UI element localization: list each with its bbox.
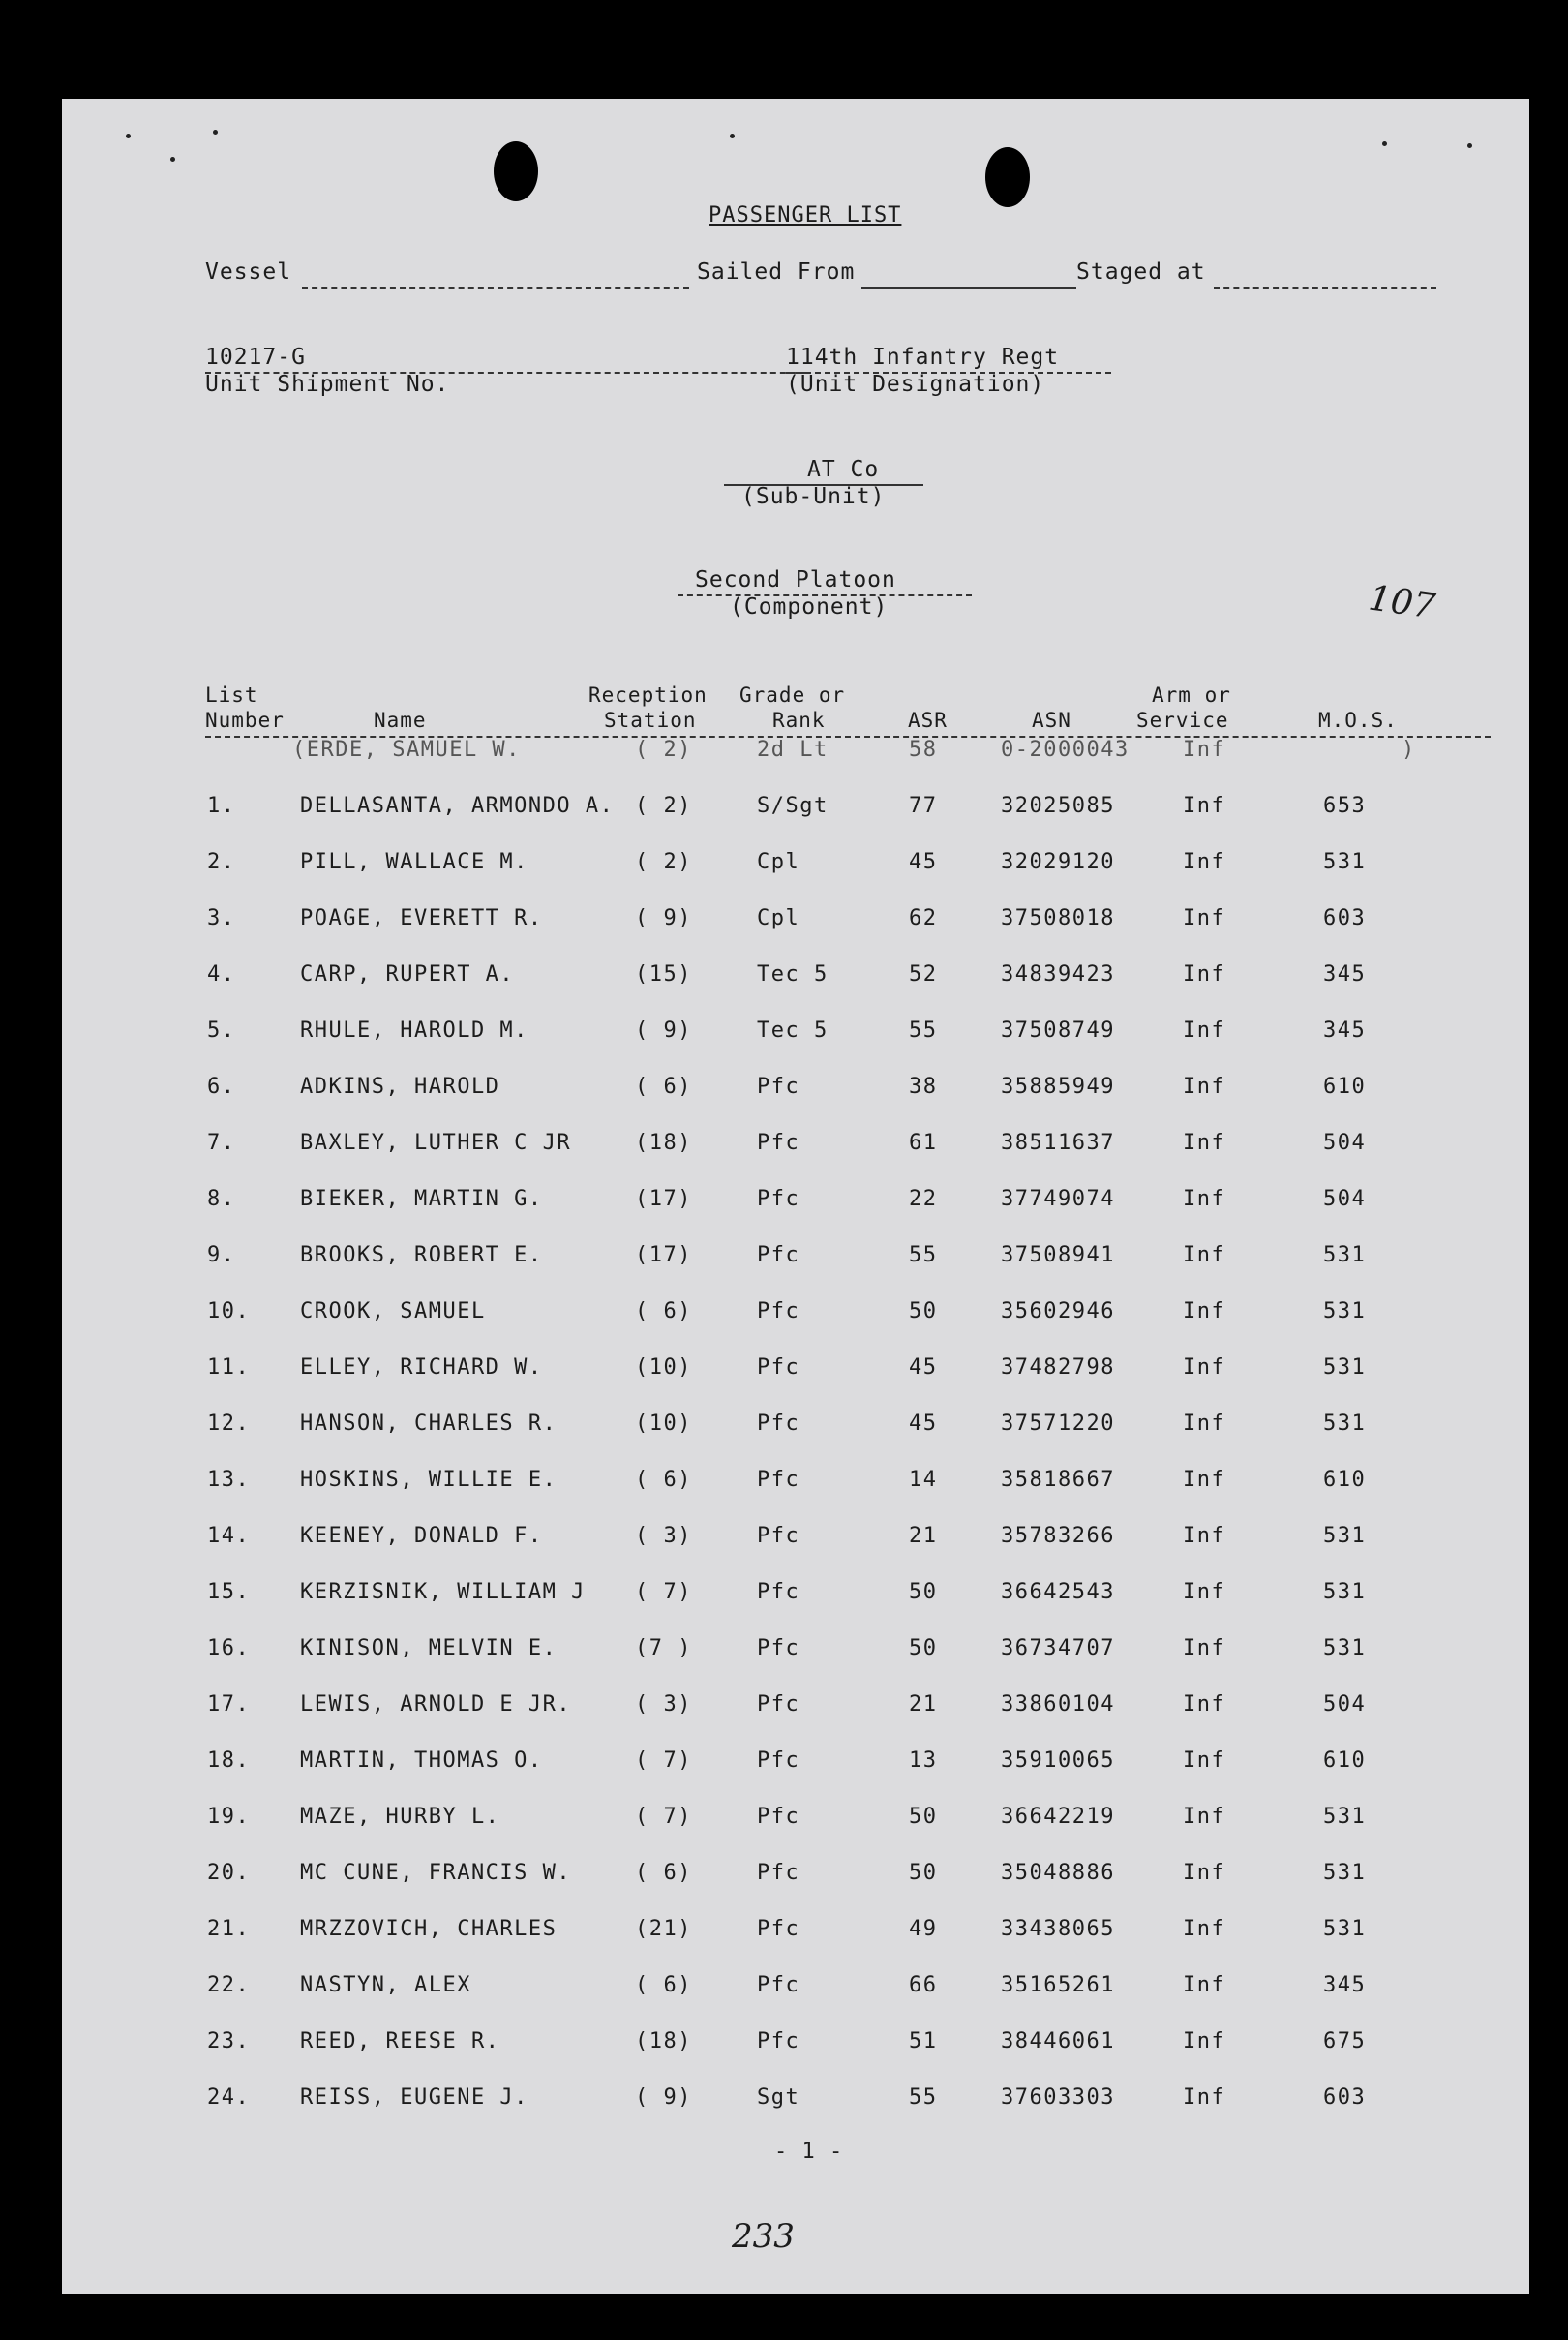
asr-score: 22: [909, 1187, 938, 1211]
unit-shipment-label: Unit Shipment No.: [205, 372, 450, 397]
arm-service: Inf: [1183, 1187, 1226, 1211]
table-row: [62, 2085, 1529, 2114]
table-row: [62, 1355, 1529, 1384]
reception-station: (17): [635, 1187, 692, 1211]
list-number: 9.: [207, 1243, 236, 1267]
list-number: 8.: [207, 1187, 236, 1211]
grade-rank: Tec 5: [757, 1018, 829, 1043]
table-row: [62, 794, 1529, 823]
reception-station: (18): [635, 1131, 692, 1155]
asr-score: 45: [909, 1412, 938, 1436]
asn-number: 37508941: [1001, 1243, 1115, 1267]
passenger-name: NASTYN, ALEX: [300, 1973, 471, 1997]
grade-rank: Cpl: [757, 906, 800, 930]
sub-unit-label: (Sub-Unit): [741, 484, 886, 509]
mos-code: 531: [1323, 1805, 1367, 1829]
arm-service: Inf: [1183, 1580, 1226, 1604]
speck: [213, 130, 218, 135]
grade-rank: Tec 5: [757, 962, 829, 987]
grade-rank: Pfc: [757, 1299, 800, 1323]
list-number: 5.: [207, 1018, 236, 1043]
header-list: List: [205, 684, 258, 707]
asn-number: 35818667: [1001, 1468, 1115, 1492]
asr-score: 21: [909, 1524, 938, 1548]
passenger-name: LEWIS, ARNOLD E JR.: [300, 1692, 572, 1717]
struck-mos: ): [1402, 738, 1416, 762]
speck: [730, 134, 735, 138]
asn-number: 38446061: [1001, 2029, 1115, 2053]
asn-number: 36734707: [1001, 1636, 1115, 1660]
grade-rank: Pfc: [757, 1692, 800, 1717]
asn-number: 32029120: [1001, 850, 1115, 874]
arm-service: Inf: [1183, 1243, 1226, 1267]
mos-code: 531: [1323, 1355, 1367, 1380]
staged-at-label: Staged at: [1076, 259, 1206, 285]
asn-number: 35602946: [1001, 1299, 1115, 1323]
document-page: [62, 99, 1529, 2294]
arm-service: Inf: [1183, 2029, 1226, 2053]
asn-number: 35885949: [1001, 1075, 1115, 1099]
asr-score: 50: [909, 1580, 938, 1604]
list-number: 3.: [207, 906, 236, 930]
list-number: 12.: [207, 1412, 251, 1436]
table-row: [62, 1748, 1529, 1778]
table-row: [62, 1243, 1529, 1272]
mos-code: 531: [1323, 1412, 1367, 1436]
speck: [1382, 141, 1387, 146]
passenger-name: HANSON, CHARLES R.: [300, 1412, 558, 1436]
mos-code: 603: [1323, 2085, 1367, 2110]
table-row: [62, 1805, 1529, 1834]
reception-station: ( 9): [635, 906, 692, 930]
punch-hole-left: [494, 141, 538, 201]
reception-station: ( 2): [635, 850, 692, 874]
passenger-name: MARTIN, THOMAS O.: [300, 1748, 543, 1773]
passenger-name: BROOKS, ROBERT E.: [300, 1243, 543, 1267]
grade-rank: Pfc: [757, 1243, 800, 1267]
table-row: [62, 1075, 1529, 1104]
reception-station: ( 3): [635, 1692, 692, 1717]
asr-score: 45: [909, 850, 938, 874]
reception-station: (18): [635, 2029, 692, 2053]
list-number: 4.: [207, 962, 236, 987]
struck-grade: 2d Lt: [757, 738, 829, 762]
mos-code: 504: [1323, 1692, 1367, 1717]
arm-service: Inf: [1183, 1692, 1226, 1717]
list-number: 18.: [207, 1748, 251, 1773]
asr-score: 55: [909, 2085, 938, 2110]
header-station: Station: [604, 709, 697, 732]
reception-station: ( 3): [635, 1524, 692, 1548]
handwritten-corner-number: 107: [1366, 578, 1438, 627]
arm-service: Inf: [1183, 1468, 1226, 1492]
asn-number: 37749074: [1001, 1187, 1115, 1211]
header-mos: M.O.S.: [1318, 709, 1398, 732]
list-number: 14.: [207, 1524, 251, 1548]
grade-rank: Pfc: [757, 1412, 800, 1436]
reception-station: ( 2): [635, 794, 692, 818]
arm-service: Inf: [1183, 1131, 1226, 1155]
reception-station: (7 ): [635, 1636, 692, 1660]
list-number: 23.: [207, 2029, 251, 2053]
asr-score: 38: [909, 1075, 938, 1099]
arm-service: Inf: [1183, 1973, 1226, 1997]
asr-score: 55: [909, 1018, 938, 1043]
grade-rank: Pfc: [757, 1355, 800, 1380]
arm-service: Inf: [1183, 962, 1226, 987]
grade-rank: Pfc: [757, 1748, 800, 1773]
struck-arm: Inf: [1183, 738, 1226, 762]
unit-designation-label: (Unit Designation): [786, 372, 1045, 397]
mos-code: 675: [1323, 2029, 1367, 2053]
handwritten-bottom-number: 233: [732, 2217, 795, 2256]
list-number: 24.: [207, 2085, 251, 2110]
grade-rank: Pfc: [757, 1524, 800, 1548]
mos-code: 603: [1323, 906, 1367, 930]
staged-at-line: [1214, 287, 1436, 289]
passenger-name: ELLEY, RICHARD W.: [300, 1355, 543, 1380]
table-row: [62, 1973, 1529, 2002]
grade-rank: Pfc: [757, 1861, 800, 1885]
table-row: [62, 2029, 1529, 2058]
asr-score: 49: [909, 1917, 938, 1941]
table-row: [62, 1917, 1529, 1946]
reception-station: ( 7): [635, 1580, 692, 1604]
grade-rank: Pfc: [757, 1917, 800, 1941]
struck-reception: ( 2): [635, 738, 692, 762]
header-service: Service: [1136, 709, 1229, 732]
struck-asr: 58: [909, 738, 938, 762]
sub-unit: AT Co: [807, 457, 880, 482]
passenger-name: RHULE, HAROLD M.: [300, 1018, 528, 1043]
mos-code: 653: [1323, 794, 1367, 818]
list-number: 16.: [207, 1636, 251, 1660]
asr-score: 45: [909, 1355, 938, 1380]
asr-score: 77: [909, 794, 938, 818]
component: Second Platoon: [695, 567, 896, 593]
grade-rank: Pfc: [757, 1805, 800, 1829]
asr-score: 14: [909, 1468, 938, 1492]
asr-score: 21: [909, 1692, 938, 1717]
mos-code: 610: [1323, 1468, 1367, 1492]
passenger-name: REED, REESE R.: [300, 2029, 500, 2053]
passenger-name: MRZZOVICH, CHARLES: [300, 1917, 558, 1941]
sailed-from-line: [861, 287, 1076, 289]
asn-number: 36642543: [1001, 1580, 1115, 1604]
arm-service: Inf: [1183, 1805, 1226, 1829]
reception-station: (10): [635, 1355, 692, 1380]
mos-code: 504: [1323, 1131, 1367, 1155]
reception-station: ( 6): [635, 1299, 692, 1323]
arm-service: Inf: [1183, 1299, 1226, 1323]
asn-number: 36642219: [1001, 1805, 1115, 1829]
passenger-name: KINISON, MELVIN E.: [300, 1636, 558, 1660]
asr-score: 66: [909, 1973, 938, 1997]
asn-number: 35783266: [1001, 1524, 1115, 1548]
reception-station: ( 9): [635, 2085, 692, 2110]
punch-hole-right: [985, 147, 1030, 207]
unit-shipment-number: 10217-G: [205, 345, 306, 370]
header-rank: Rank: [772, 709, 826, 732]
asn-number: 33438065: [1001, 1917, 1115, 1941]
grade-rank: Cpl: [757, 850, 800, 874]
reception-station: (10): [635, 1412, 692, 1436]
mos-code: 345: [1323, 962, 1367, 987]
asr-score: 50: [909, 1805, 938, 1829]
reception-station: (17): [635, 1243, 692, 1267]
mos-code: 531: [1323, 1524, 1367, 1548]
header-reception: Reception: [588, 684, 708, 707]
list-number: 20.: [207, 1861, 251, 1885]
header-asn: ASN: [1032, 709, 1071, 732]
table-row: [62, 962, 1529, 991]
list-number: 6.: [207, 1075, 236, 1099]
arm-service: Inf: [1183, 1748, 1226, 1773]
arm-service: Inf: [1183, 1355, 1226, 1380]
asn-number: 38511637: [1001, 1131, 1115, 1155]
arm-service: Inf: [1183, 1075, 1226, 1099]
reception-station: ( 7): [635, 1805, 692, 1829]
asr-score: 50: [909, 1299, 938, 1323]
struck-name: (ERDE, SAMUEL W.: [292, 738, 521, 762]
asr-score: 52: [909, 962, 938, 987]
asn-number: 33860104: [1001, 1692, 1115, 1717]
passenger-name: DELLASANTA, ARMONDO A.: [300, 794, 615, 818]
passenger-name: ADKINS, HAROLD: [300, 1075, 500, 1099]
arm-service: Inf: [1183, 1636, 1226, 1660]
reception-station: ( 9): [635, 1018, 692, 1043]
asr-score: 62: [909, 906, 938, 930]
unit-designation: 114th Infantry Regt: [786, 345, 1060, 370]
table-row: [62, 1412, 1529, 1441]
passenger-name: HOSKINS, WILLIE E.: [300, 1468, 558, 1492]
passenger-name: MAZE, HURBY L.: [300, 1805, 500, 1829]
mos-code: 610: [1323, 1748, 1367, 1773]
table-row: [62, 906, 1529, 935]
asr-score: 13: [909, 1748, 938, 1773]
struck-row: [62, 738, 1529, 767]
table-row: [62, 1187, 1529, 1216]
mos-code: 345: [1323, 1018, 1367, 1043]
mos-code: 531: [1323, 1636, 1367, 1660]
speck: [170, 157, 175, 162]
table-row: [62, 1524, 1529, 1553]
arm-service: Inf: [1183, 1861, 1226, 1885]
reception-station: ( 6): [635, 1075, 692, 1099]
arm-service: Inf: [1183, 2085, 1226, 2110]
grade-rank: Pfc: [757, 1075, 800, 1099]
passenger-name: PILL, WALLACE M.: [300, 850, 528, 874]
reception-station: (21): [635, 1917, 692, 1941]
arm-service: Inf: [1183, 1917, 1226, 1941]
table-row: [62, 850, 1529, 879]
speck: [126, 134, 131, 138]
header-asr: ASR: [908, 709, 948, 732]
reception-station: ( 7): [635, 1748, 692, 1773]
mos-code: 531: [1323, 1917, 1367, 1941]
mos-code: 345: [1323, 1973, 1367, 1997]
asr-score: 50: [909, 1861, 938, 1885]
table-row: [62, 1636, 1529, 1665]
grade-rank: Sgt: [757, 2085, 800, 2110]
list-number: 2.: [207, 850, 236, 874]
document-title: PASSENGER LIST: [709, 203, 902, 228]
arm-service: Inf: [1183, 1412, 1226, 1436]
mos-code: 531: [1323, 850, 1367, 874]
list-number: 11.: [207, 1355, 251, 1380]
arm-service: Inf: [1183, 1018, 1226, 1043]
asn-number: 37508749: [1001, 1018, 1115, 1043]
asr-score: 51: [909, 2029, 938, 2053]
reception-station: (15): [635, 962, 692, 987]
list-number: 10.: [207, 1299, 251, 1323]
table-row: [62, 1692, 1529, 1721]
passenger-name: BAXLEY, LUTHER C JR: [300, 1131, 572, 1155]
page-number: - 1 -: [774, 2140, 844, 2164]
table-row: [62, 1299, 1529, 1328]
mos-code: 610: [1323, 1075, 1367, 1099]
struck-asn: 0-2000043: [1001, 738, 1130, 762]
list-number: 7.: [207, 1131, 236, 1155]
passenger-name: REISS, EUGENE J.: [300, 2085, 528, 2110]
mos-code: 531: [1323, 1243, 1367, 1267]
passenger-name: MC CUNE, FRANCIS W.: [300, 1861, 572, 1885]
asn-number: 37603303: [1001, 2085, 1115, 2110]
arm-service: Inf: [1183, 1524, 1226, 1548]
mos-code: 531: [1323, 1861, 1367, 1885]
list-number: 15.: [207, 1580, 251, 1604]
asr-score: 50: [909, 1636, 938, 1660]
passenger-name: CARP, RUPERT A.: [300, 962, 515, 987]
grade-rank: S/Sgt: [757, 794, 829, 818]
asr-score: 55: [909, 1243, 938, 1267]
asn-number: 35048886: [1001, 1861, 1115, 1885]
mos-code: 504: [1323, 1187, 1367, 1211]
component-label: (Component): [730, 594, 889, 620]
list-number: 1.: [207, 794, 236, 818]
header-name: Name: [374, 709, 427, 732]
arm-service: Inf: [1183, 906, 1226, 930]
asn-number: 32025085: [1001, 794, 1115, 818]
list-number: 22.: [207, 1973, 251, 1997]
header-number: Number: [205, 709, 285, 732]
grade-rank: Pfc: [757, 1468, 800, 1492]
reception-station: ( 6): [635, 1861, 692, 1885]
grade-rank: Pfc: [757, 1580, 800, 1604]
sailed-from-label: Sailed From: [697, 259, 856, 285]
passenger-name: BIEKER, MARTIN G.: [300, 1187, 543, 1211]
table-row: [62, 1580, 1529, 1609]
speck: [1467, 143, 1472, 148]
asn-number: 37508018: [1001, 906, 1115, 930]
grade-rank: Pfc: [757, 1636, 800, 1660]
table-row: [62, 1131, 1529, 1160]
grade-rank: Pfc: [757, 1131, 800, 1155]
vessel-line: [302, 287, 689, 289]
passenger-name: KEENEY, DONALD F.: [300, 1524, 543, 1548]
list-number: 21.: [207, 1917, 251, 1941]
reception-station: ( 6): [635, 1973, 692, 1997]
table-row: [62, 1468, 1529, 1497]
passenger-name: KERZISNIK, WILLIAM J: [300, 1580, 586, 1604]
grade-rank: Pfc: [757, 2029, 800, 2053]
header-grade: Grade or: [739, 684, 846, 707]
asn-number: 35910065: [1001, 1748, 1115, 1773]
asr-score: 61: [909, 1131, 938, 1155]
arm-service: Inf: [1183, 794, 1226, 818]
mos-code: 531: [1323, 1580, 1367, 1604]
vessel-label: Vessel: [205, 259, 292, 285]
grade-rank: Pfc: [757, 1973, 800, 1997]
reception-station: ( 6): [635, 1468, 692, 1492]
list-number: 19.: [207, 1805, 251, 1829]
grade-rank: Pfc: [757, 1187, 800, 1211]
table-row: [62, 1861, 1529, 1890]
header-arm: Arm or: [1152, 684, 1231, 707]
list-number: 13.: [207, 1468, 251, 1492]
passenger-name: POAGE, EVERETT R.: [300, 906, 543, 930]
list-number: 17.: [207, 1692, 251, 1717]
mos-code: 531: [1323, 1299, 1367, 1323]
table-row: [62, 1018, 1529, 1048]
asn-number: 34839423: [1001, 962, 1115, 987]
asn-number: 37571220: [1001, 1412, 1115, 1436]
asn-number: 37482798: [1001, 1355, 1115, 1380]
arm-service: Inf: [1183, 850, 1226, 874]
passenger-name: CROOK, SAMUEL: [300, 1299, 486, 1323]
asn-number: 35165261: [1001, 1973, 1115, 1997]
